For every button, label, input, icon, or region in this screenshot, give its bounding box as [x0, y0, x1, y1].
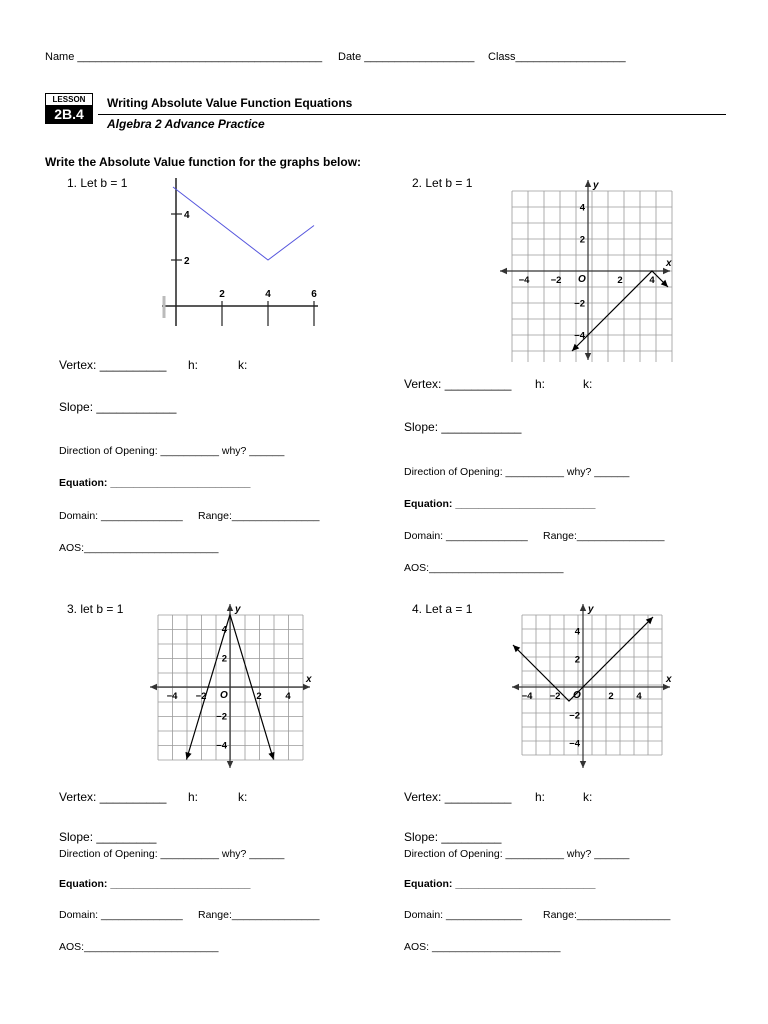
- origin-label: O: [578, 274, 586, 285]
- x-tick-label: 4: [265, 289, 271, 300]
- y-axis-label: y: [235, 604, 241, 615]
- y-tick-label: 4: [184, 210, 190, 221]
- x-tick-label: 2: [608, 691, 614, 702]
- y-tick-label: −2: [216, 711, 227, 723]
- problem-3-range[interactable]: Range:_______________: [198, 909, 320, 921]
- y-axis-arrow: [580, 604, 586, 611]
- origin-label: O: [220, 690, 228, 701]
- x-tick-label: 6: [311, 289, 317, 300]
- x-tick-label: 4: [285, 691, 291, 702]
- x-axis-label: x: [666, 674, 672, 685]
- y-axis-arrow: [580, 761, 586, 768]
- x-tick-label: −4: [518, 275, 530, 286]
- problem-1-equation[interactable]: Equation: ________________________: [59, 477, 251, 489]
- problem-4-equation[interactable]: Equation: ________________________: [404, 878, 596, 890]
- problem-4-direction[interactable]: Direction of Opening: __________ why? ______: [404, 848, 630, 860]
- lesson-subtitle: Algebra 2 Advance Practice: [107, 117, 265, 131]
- x-tick-label: −2: [195, 691, 207, 702]
- x-tick-label: −4: [521, 691, 533, 702]
- problem-1-k[interactable]: k:: [238, 358, 248, 372]
- problem-1-direction[interactable]: Direction of Opening: __________ why? ______: [59, 445, 285, 457]
- y-axis-arrow: [227, 604, 233, 611]
- line-arrow: [185, 752, 191, 760]
- problem-4-range[interactable]: Range:________________: [543, 909, 671, 921]
- problem-4-prompt: 4. Let a = 1: [412, 602, 473, 616]
- problem-4-slope[interactable]: Slope: _________: [404, 830, 502, 844]
- class-field[interactable]: Class__________________: [488, 51, 626, 63]
- lesson-badge-number: 2B.4: [45, 105, 93, 124]
- instructions: Write the Absolute Value function for the graphs below:: [45, 155, 362, 169]
- y-tick-label: 4: [579, 202, 585, 214]
- y-axis-label: y: [588, 604, 594, 615]
- x-axis-arrow: [150, 684, 157, 690]
- problem-3-slope[interactable]: Slope: _________: [59, 830, 157, 844]
- problem-3-vertex[interactable]: Vertex: __________: [59, 790, 167, 804]
- problem-2-slope[interactable]: Slope: ____________: [404, 420, 522, 434]
- x-axis-label: x: [306, 674, 312, 685]
- problem-1-prompt: 1. Let b = 1: [67, 176, 128, 190]
- lesson-title: Writing Absolute Value Function Equations: [107, 96, 353, 110]
- problem-3-prompt: 3. let b = 1: [67, 602, 124, 616]
- line-arrow: [268, 752, 274, 760]
- x-axis-arrow: [512, 684, 519, 690]
- graph-line: [173, 187, 314, 260]
- y-tick-label: 2: [579, 234, 585, 246]
- y-tick-label: −4: [216, 740, 227, 752]
- x-tick-label: −2: [549, 691, 561, 702]
- problem-2-h[interactable]: h:: [535, 377, 546, 391]
- graph-2: [498, 176, 678, 362]
- graph-3: [148, 600, 318, 772]
- problem-3-direction[interactable]: Direction of Opening: __________ why? ______: [59, 848, 285, 860]
- problem-2-direction[interactable]: Direction of Opening: __________ why? ______: [404, 466, 630, 478]
- graph-4: [508, 600, 678, 772]
- y-tick-label: 2: [574, 654, 580, 666]
- problem-1-slope[interactable]: Slope: ____________: [59, 400, 177, 414]
- y-tick-label: 4: [574, 626, 580, 638]
- problem-1-range[interactable]: Range:_______________: [198, 510, 320, 522]
- graph-1: [158, 176, 320, 332]
- problem-3-k[interactable]: k:: [238, 790, 248, 804]
- x-tick-label: −2: [550, 275, 562, 286]
- problem-3-h[interactable]: h:: [188, 790, 199, 804]
- name-field[interactable]: Name ________________________________________: [45, 51, 323, 63]
- y-axis-label: y: [593, 180, 599, 191]
- y-tick-label: −2: [574, 298, 585, 310]
- origin-label: O: [573, 690, 581, 701]
- problem-4-vertex[interactable]: Vertex: __________: [404, 790, 512, 804]
- y-tick-label: 2: [221, 653, 227, 665]
- y-tick-label: 2: [184, 256, 190, 267]
- y-tick-label: −4: [569, 738, 580, 750]
- y-axis-arrow: [585, 180, 591, 187]
- problem-2-equation[interactable]: [404, 498, 595, 510]
- y-tick-label: 4: [221, 624, 227, 636]
- problem-3-aos[interactable]: AOS:_______________________: [59, 941, 219, 953]
- problem-4-aos[interactable]: AOS: ______________________: [404, 941, 561, 953]
- problem-4-domain[interactable]: Domain: _____________: [404, 909, 522, 921]
- y-tick-label: −4: [574, 330, 585, 342]
- problem-4-h[interactable]: h:: [535, 790, 546, 804]
- problem-1-domain[interactable]: Domain: ______________: [59, 510, 183, 522]
- problem-2-prompt: 2. Let b = 1: [412, 176, 473, 190]
- x-tick-label: 4: [649, 275, 655, 286]
- x-tick-label: 2: [256, 691, 262, 702]
- problem-3-equation[interactable]: Equation: ________________________: [59, 878, 251, 890]
- date-field[interactable]: Date __________________: [338, 51, 475, 63]
- problem-1-vertex[interactable]: Vertex: __________: [59, 358, 167, 372]
- problem-2-domain[interactable]: Domain: ______________: [404, 530, 528, 542]
- problem-2-k[interactable]: k:: [583, 377, 593, 391]
- x-tick-label: 2: [617, 275, 623, 286]
- x-tick-label: 4: [636, 691, 642, 702]
- problem-2-equation-text: Equation: ________________________: [404, 498, 596, 510]
- x-tick-label: 2: [219, 289, 225, 300]
- x-axis-arrow: [500, 268, 507, 274]
- problem-1-h[interactable]: h:: [188, 358, 199, 372]
- x-tick-label: −4: [166, 691, 178, 702]
- y-axis-arrow: [585, 353, 591, 360]
- problem-2-vertex[interactable]: Vertex: __________: [404, 377, 512, 391]
- problem-4-k[interactable]: k:: [583, 790, 593, 804]
- title-divider: [98, 114, 726, 115]
- problem-2-range[interactable]: Range:_______________: [543, 530, 665, 542]
- problem-1-aos[interactable]: AOS:_______________________: [59, 542, 219, 554]
- y-tick-label: −2: [569, 710, 580, 722]
- lesson-badge: [45, 93, 93, 125]
- y-axis-arrow: [227, 761, 233, 768]
- problem-2-aos[interactable]: AOS:_______________________: [404, 562, 564, 574]
- lesson-badge-label: LESSON: [45, 93, 93, 106]
- problem-3-domain[interactable]: Domain: ______________: [59, 909, 183, 921]
- x-axis-label: x: [666, 258, 672, 269]
